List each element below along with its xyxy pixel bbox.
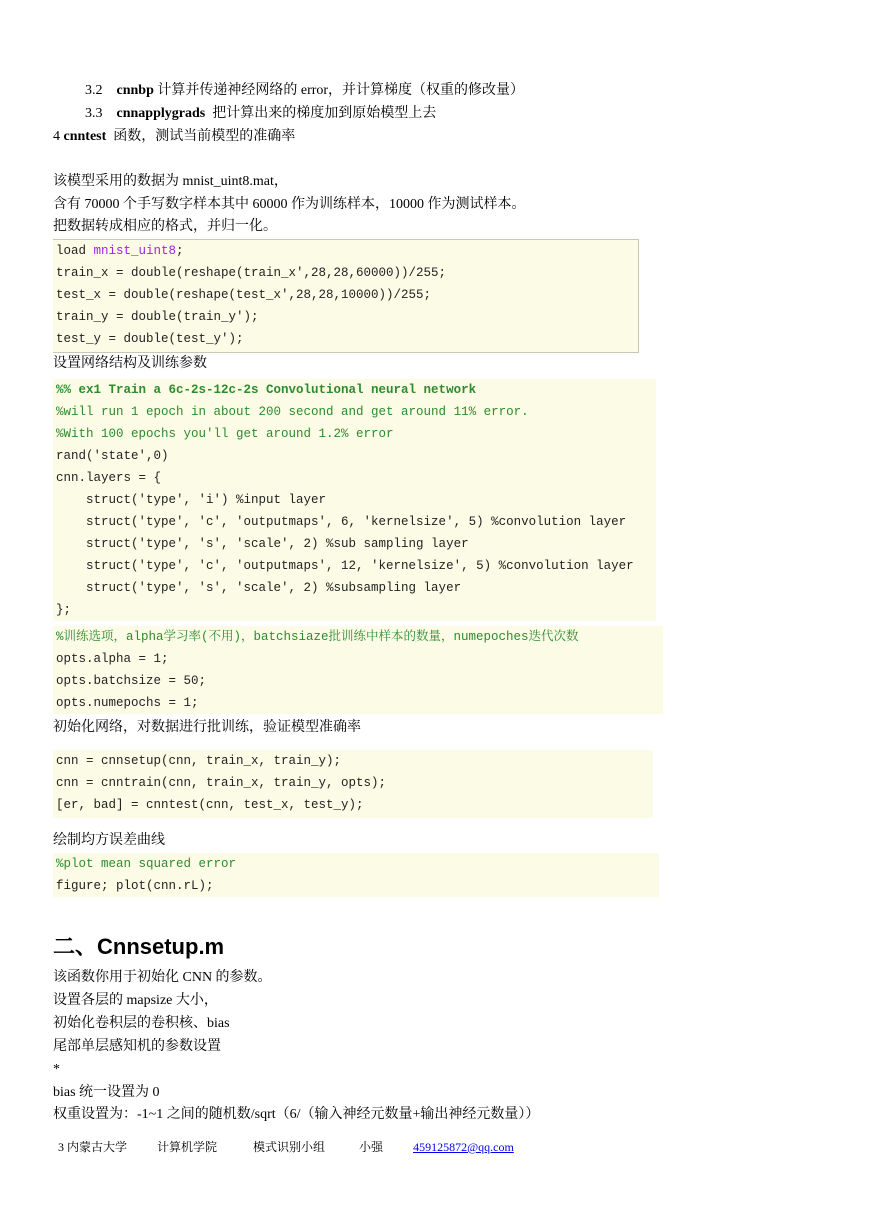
code-line: opts.alpha = 1; <box>56 652 169 666</box>
code-comment: %With 100 epochs you'll get around 1.2% error <box>56 427 394 441</box>
body-line: 尾部单层感知机的参数设置 <box>53 1039 221 1054</box>
body-line: 设置各层的 mapsize 大小， <box>53 993 218 1008</box>
body-line: 权重设置为：-1~1 之间的随机数/sqrt（6/（输入神经元数量+输出神经元数量）） <box>53 1107 540 1122</box>
function-name: cnntest <box>63 129 107 144</box>
code-line: load mnist_uint8; <box>56 244 184 258</box>
code-line: test_y = double(test_y'); <box>56 332 244 346</box>
function-name: cnnbp <box>116 83 154 98</box>
code-line: struct('type', 's', 'scale', 2) %sub sampling layer <box>56 537 469 551</box>
section-heading: 二、Cnnsetup.m <box>53 934 225 959</box>
footer-author: 小强 <box>359 1140 384 1154</box>
section-label-network: 设置网络结构及训练参数 <box>53 356 207 371</box>
step-description: 把计算出来的梯度加到原始模型上去 <box>212 106 437 121</box>
code-line: train_y = double(train_y'); <box>56 310 259 324</box>
code-comment: %plot mean squared error <box>56 857 237 871</box>
function-name: cnnapplygrads <box>116 106 206 121</box>
email-link[interactable]: 459125872@qq.com <box>413 1140 514 1154</box>
section-label-train: 初始化网络，对数据进行批训练，验证模型准确率 <box>53 720 361 735</box>
code-line: struct('type', 's', 'scale', 2) %subsampling layer <box>56 581 462 595</box>
step-description: 函数，测试当前模型的准确率 <box>113 129 296 144</box>
code-line: [er, bad] = cnntest(cnn, test_x, test_y); <box>56 798 364 812</box>
step-3-3 <box>85 105 436 123</box>
code-line: struct('type', 'c', 'outputmaps', 12, 'kernelsize', 5) %convolution layer <box>56 559 634 573</box>
code-comment: %训练选项，alpha学习率(不用)，batchsiaze批训练中样本的数量，numepoches迭代次数 <box>56 630 579 644</box>
intro-line-1: 该模型采用的数据为 mnist_uint8.mat， <box>53 174 288 189</box>
code-line: cnn.layers = { <box>56 471 162 485</box>
code-line: test_x = double(reshape(test_x',28,28,10000))/255; <box>56 288 432 302</box>
code-comment: %will run 1 epoch in about 200 second and get around 11% error. <box>56 405 529 419</box>
body-line: 初始化卷积层的卷积核、bias <box>53 1016 230 1031</box>
step-description: 计算并传递神经网络的 error，并计算梯度（权重的修改量） <box>157 83 525 98</box>
footer-group: 模式识别小组 <box>253 1140 326 1154</box>
step-number: 3.3 <box>85 106 103 121</box>
code-block-load-data <box>53 239 639 353</box>
code-line: rand('state',0) <box>56 449 169 463</box>
code-line: }; <box>56 603 72 617</box>
step-3-2 <box>85 82 524 100</box>
code-line: struct('type', 'c', 'outputmaps', 6, 'kernelsize', 5) %convolution layer <box>56 515 627 529</box>
code-line: train_x = double(reshape(train_x',28,28,60000))/255; <box>56 266 447 280</box>
code-block-train-test <box>53 750 653 818</box>
code-line: opts.batchsize = 50; <box>56 674 207 688</box>
page-number: 3 <box>58 1140 64 1154</box>
body-line: * <box>53 1062 60 1077</box>
code-line: struct('type', 'i') %input layer <box>56 493 327 507</box>
step-number: 3.2 <box>85 83 103 98</box>
code-line: cnn = cnntrain(cnn, train_x, train_y, opts); <box>56 776 387 790</box>
body-line: 该函数你用于初始化 CNN 的参数。 <box>53 970 272 985</box>
body-line: bias 统一设置为 0 <box>53 1085 160 1100</box>
code-line: figure; plot(cnn.rL); <box>56 879 214 893</box>
section-label-plot: 绘制均方误差曲线 <box>53 833 165 848</box>
code-line: cnn = cnnsetup(cnn, train_x, train_y); <box>56 754 342 768</box>
step-number: 4 <box>53 129 60 144</box>
page-footer <box>58 1138 514 1155</box>
footer-college: 计算机学院 <box>157 1140 218 1154</box>
intro-line-2: 含有 70000 个手写数字样本其中 60000 作为训练样本，10000 作为测试样本。 <box>53 197 526 212</box>
code-block-plot <box>53 853 659 897</box>
code-comment: %% ex1 Train a 6c-2s-12c-2s Convolutional neural network <box>56 383 477 397</box>
intro-line-3: 把数据转成相应的格式，并归一化。 <box>53 219 277 234</box>
code-block-training-options <box>53 626 663 714</box>
code-block-network-structure <box>53 379 656 621</box>
step-4 <box>53 128 295 146</box>
footer-university: 内蒙古大学 <box>67 1140 128 1154</box>
code-line: opts.numepochs = 1; <box>56 696 199 710</box>
